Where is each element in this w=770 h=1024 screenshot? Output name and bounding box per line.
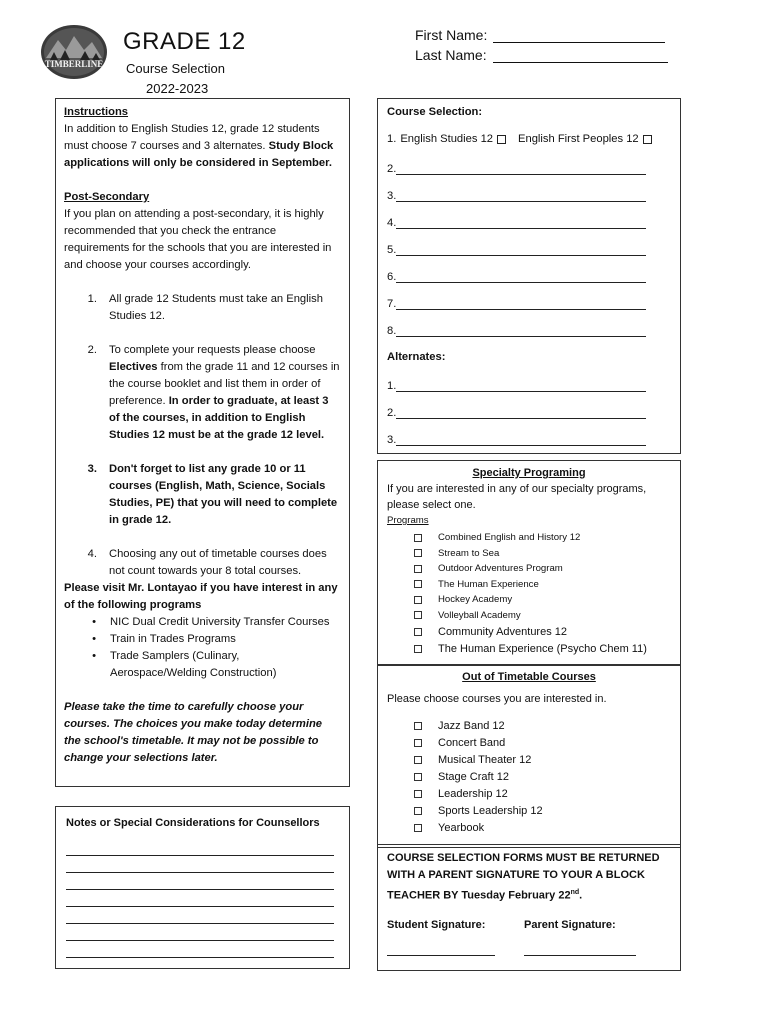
checkbox[interactable] [414, 756, 422, 764]
item2-graduation-note: In order to graduate, at least 3 of the courses, in addition to English Studies 12 must be at the grade 12 level. [109, 395, 329, 441]
program-option[interactable] [414, 592, 671, 608]
row-number: 1. [387, 133, 397, 145]
item2-electives: Electives [109, 361, 158, 373]
checkbox[interactable] [414, 739, 422, 747]
course-row[interactable] [387, 283, 671, 310]
page-title: GRADE 12 [123, 28, 246, 55]
date-suffix: nd [570, 889, 580, 896]
item-text: Don't forget to list any grade 10 or 11 courses (English, Math, Science, Socials Studies, PE) that you will need to complete in grade 12. [109, 463, 338, 526]
parent-signature-line[interactable] [524, 944, 636, 956]
parent-signature-label: Parent Signature: [524, 918, 616, 931]
bullet-dot: • [92, 633, 96, 645]
alternate-row[interactable] [387, 392, 671, 419]
checkbox[interactable] [414, 645, 422, 653]
course-row[interactable] [387, 256, 671, 283]
checkbox[interactable] [414, 773, 422, 781]
course-row[interactable] [387, 148, 671, 175]
oot-course-label: Yearbook [438, 821, 485, 834]
checkbox[interactable] [414, 824, 422, 832]
course-input-line[interactable] [396, 298, 646, 310]
oot-option[interactable] [414, 768, 671, 785]
program-bullet [64, 648, 341, 682]
checkbox[interactable] [414, 565, 422, 573]
instruction-item-1 [64, 291, 341, 325]
program-option[interactable] [414, 623, 671, 640]
program-label: Community Adventures 12 [438, 625, 568, 638]
checkbox[interactable] [414, 580, 422, 588]
student-signature-line[interactable] [387, 944, 495, 956]
oot-course-label: Musical Theater 12 [438, 753, 532, 766]
course-row[interactable] [387, 229, 671, 256]
oot-course-label: Jazz Band 12 [438, 719, 505, 732]
course-input-line[interactable] [396, 217, 646, 229]
notes-line[interactable] [66, 941, 334, 958]
study-block-note: Study Block applications will only be considered in September. [64, 140, 334, 169]
program-label: Stream to Sea [438, 547, 500, 559]
notes-title: Notes or Special Considerations for Counsellors [66, 817, 320, 829]
out-of-timetable-panel [377, 665, 681, 848]
checkbox[interactable] [414, 807, 422, 815]
course-input-line[interactable] [396, 190, 646, 202]
program-option[interactable] [414, 530, 671, 546]
program-option[interactable] [414, 561, 671, 577]
english-first-peoples-checkbox[interactable] [643, 135, 652, 144]
alternate-row[interactable] [387, 419, 671, 446]
programs-label: Programs [387, 515, 429, 526]
english-studies-checkbox[interactable] [497, 135, 506, 144]
course-row-1 [387, 130, 671, 148]
oot-course-list [414, 717, 671, 836]
row-number: 3. [387, 434, 397, 446]
english-studies-label: English Studies 12 [400, 133, 494, 145]
oot-option[interactable] [414, 802, 671, 819]
item-text: All grade 12 Students must take an English Studies 12. [109, 293, 323, 322]
row-number: 3. [387, 190, 397, 202]
item-number: 2. [87, 344, 97, 356]
checkbox[interactable] [414, 534, 422, 542]
first-name-field[interactable] [415, 27, 665, 43]
notes-line[interactable] [66, 839, 334, 856]
course-row[interactable] [387, 202, 671, 229]
alternate-input-line[interactable] [396, 407, 646, 419]
program-bullet [64, 614, 341, 631]
post-secondary-heading: Post-Secondary [64, 191, 150, 203]
checkbox[interactable] [414, 790, 422, 798]
program-option[interactable] [414, 608, 671, 624]
oot-course-label: Sports Leadership 12 [438, 804, 543, 817]
return-notice-panel [377, 844, 681, 971]
instruction-item-3 [64, 461, 341, 529]
checkbox[interactable] [414, 628, 422, 636]
course-selection-panel [377, 98, 681, 454]
item-text [109, 342, 341, 444]
specialty-title: Specialty Programing [472, 467, 586, 479]
course-input-line[interactable] [396, 244, 646, 256]
return-text: COURSE SELECTION FORMS MUST BE RETURNED WITH A PARENT SIGNATURE TO YOUR A BLOCK TEACHER BY Tuesday February 22 [387, 852, 660, 902]
instructions-panel [55, 98, 350, 787]
first-name-label: First Name: [415, 27, 488, 43]
last-name-field[interactable] [415, 47, 668, 63]
oot-text: Please choose courses you are interested in. [387, 693, 607, 705]
alternate-row[interactable] [387, 365, 671, 392]
oot-option[interactable] [414, 785, 671, 802]
signature-labels [387, 917, 671, 934]
return-notice-text [387, 850, 671, 905]
row-number: 2. [387, 163, 397, 175]
oot-option[interactable] [414, 819, 671, 836]
oot-option[interactable] [414, 751, 671, 768]
program-option[interactable] [414, 640, 671, 657]
bullet-dot: • [92, 616, 96, 628]
row-number: 2. [387, 407, 397, 419]
row-number: 5. [387, 244, 397, 256]
program-label: The Human Experience (Psycho Chem 11) [438, 642, 647, 655]
course-selection-heading: Course Selection: [387, 106, 483, 118]
school-year: 2022-2023 [146, 81, 209, 96]
bullet-text: NIC Dual Credit University Transfer Courses [110, 616, 330, 628]
instruction-item-2 [64, 342, 341, 444]
student-signature-label: Student Signature: [387, 918, 486, 931]
alternates-heading: Alternates: [387, 351, 446, 363]
row-number: 8. [387, 325, 397, 337]
alternate-input-line[interactable] [396, 434, 646, 446]
instructions-heading: Instructions [64, 106, 129, 118]
program-label: Hockey Academy [438, 594, 513, 606]
bullet-text: Trade Samplers (Culinary, Aerospace/Welding Construction) [110, 650, 277, 679]
counsellor-notes-panel [55, 806, 350, 969]
bullet-dot: • [92, 650, 96, 662]
program-list [414, 530, 671, 657]
oot-option[interactable] [414, 734, 671, 751]
course-row[interactable] [387, 175, 671, 202]
oot-course-label: Concert Band [438, 736, 506, 749]
signature-lines [387, 944, 671, 962]
oot-course-label: Stage Craft 12 [438, 770, 509, 783]
checkbox[interactable] [414, 611, 422, 619]
course-input-line[interactable] [396, 271, 646, 283]
course-row[interactable] [387, 310, 671, 337]
notes-line[interactable] [66, 907, 334, 924]
oot-title: Out of Timetable Courses [462, 671, 596, 683]
program-label: The Human Experience [438, 578, 539, 590]
instructions-intro [64, 121, 341, 172]
notes-line[interactable] [66, 873, 334, 890]
notes-line[interactable] [66, 890, 334, 907]
last-name-input-line[interactable] [493, 49, 668, 63]
item2-text-a: To complete your requests please choose [109, 344, 316, 356]
item-text: Choosing any out of timetable courses does not count towards your 8 total courses. [109, 548, 327, 577]
course-input-line[interactable] [396, 163, 646, 175]
row-number: 7. [387, 298, 397, 310]
school-logo [40, 24, 108, 80]
intro-text: In addition to English Studies 12, grade 12 students must choose 7 courses and 3 alternates. [64, 123, 320, 152]
notes-line[interactable] [66, 856, 334, 873]
svg-text:TIMBERLINE: TIMBERLINE [44, 59, 104, 69]
first-name-input-line[interactable] [493, 29, 665, 43]
course-input-line[interactable] [396, 325, 646, 337]
specialty-programs-panel [377, 460, 681, 665]
specialty-text: If you are interested in any of our specialty programs, please select one. [387, 483, 647, 511]
page-subtitle: Course Selection [126, 61, 225, 76]
item-number: 4. [87, 548, 97, 560]
bullet-text: Train in Trades Programs [110, 633, 236, 645]
instruction-item-4 [64, 546, 341, 580]
item-number: 3. [87, 463, 97, 475]
program-label: Volleyball Academy [438, 609, 521, 621]
program-label: Outdoor Adventures Program [438, 563, 563, 575]
checkbox[interactable] [414, 596, 422, 604]
item-number: 1. [87, 293, 97, 305]
visit-note: Please visit Mr. Lontayao if you have interest in any of the following programs [64, 582, 338, 611]
row-number: 1. [387, 380, 397, 392]
program-option[interactable] [414, 546, 671, 562]
oot-option[interactable] [414, 717, 671, 734]
notes-line[interactable] [66, 924, 334, 941]
program-label: Combined English and History 12 [438, 532, 581, 544]
program-option[interactable] [414, 577, 671, 593]
english-first-peoples-label: English First Peoples 12 [518, 133, 639, 145]
row-number: 4. [387, 217, 397, 229]
closing-note: Please take the time to carefully choose your courses. The choices you make today determine the school's timetable. It may not be possible to change your selections later. [64, 701, 323, 764]
checkbox[interactable] [414, 722, 422, 730]
oot-course-label: Leadership 12 [438, 787, 508, 800]
last-name-label: Last Name: [415, 47, 487, 63]
alternate-input-line[interactable] [396, 380, 646, 392]
checkbox[interactable] [414, 549, 422, 557]
return-end: . [579, 889, 583, 902]
program-bullet [64, 631, 341, 648]
row-number: 6. [387, 271, 397, 283]
item2-text-c: from the grade 11 and 12 courses in the course booklet and list them in order of preference. [109, 361, 340, 407]
post-secondary-text: If you plan on attending a post-secondary, it is highly recommended that you check the entrance requirements for the schools that you are interested in and choose your courses accordingly. [64, 208, 332, 271]
